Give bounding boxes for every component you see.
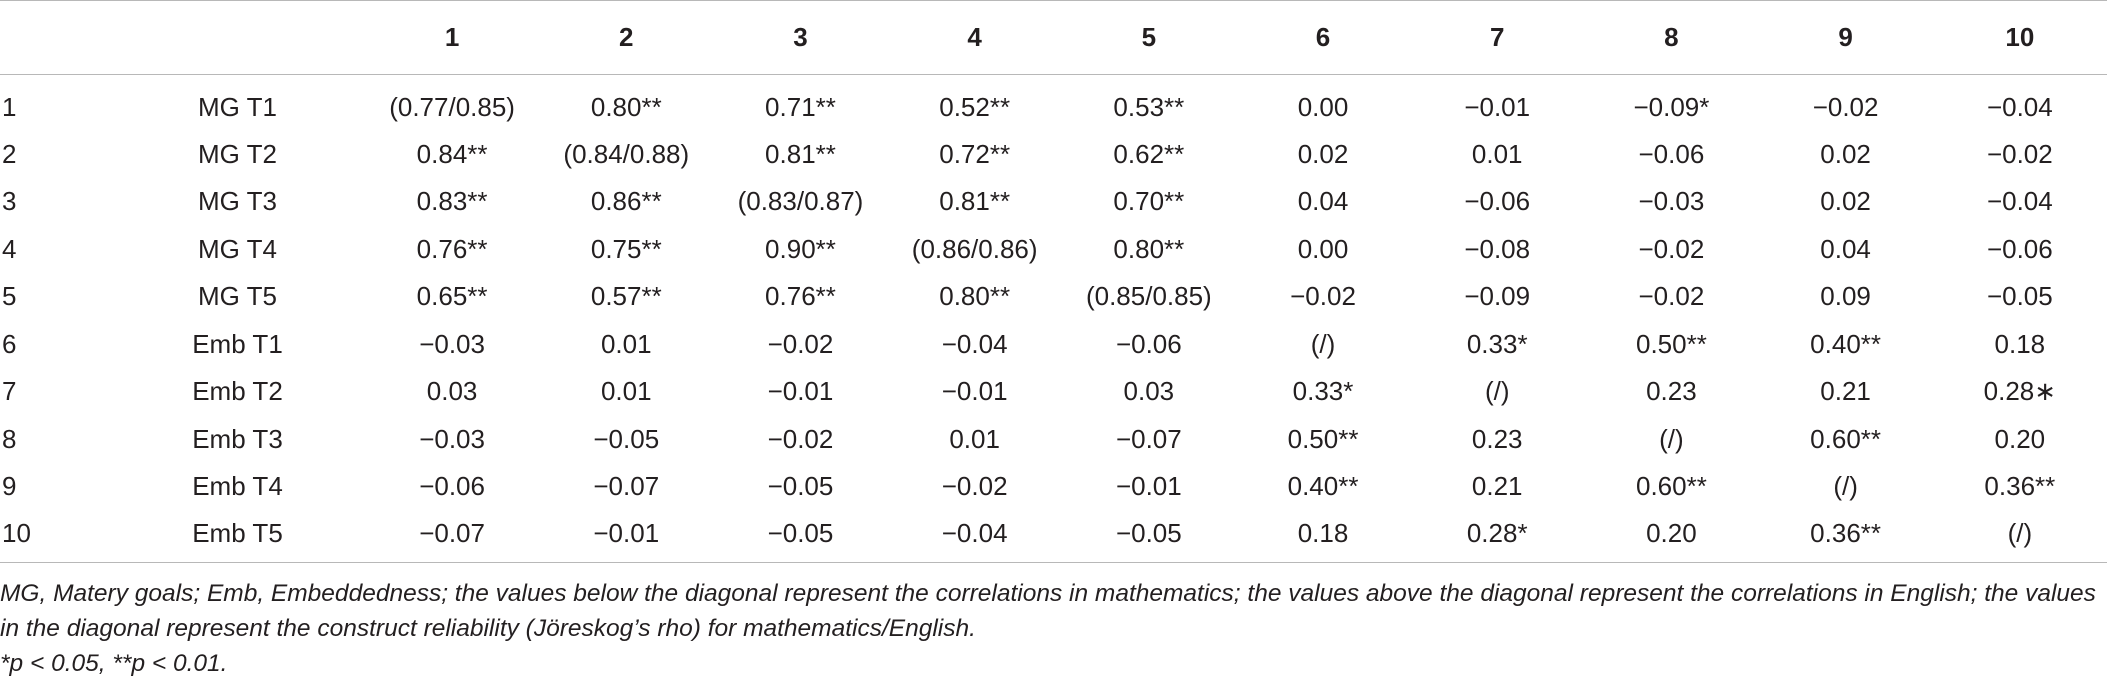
correlation-cell: (/)	[1659, 423, 1684, 454]
correlation-cell: 0.80**	[1113, 233, 1185, 264]
correlation-cell: −0.09*	[1633, 92, 1710, 123]
header-cell-1: 1	[365, 1, 539, 75]
footnote-abbreviations: MG, Matery goals; Emb, Embeddedness; the values below the diagonal represent the correlations in mathematics; the values above the diagonal represent the correlations in English; the values in the diagonal represent the construct reliability (Jöreskog’s rho) for mathematics/English.	[0, 580, 2096, 642]
correlation-cell: 0.02	[1820, 186, 1871, 217]
correlation-cell: −0.03	[419, 423, 485, 454]
correlation-cell: 0.60**	[1635, 471, 1707, 502]
correlation-cell: −0.03	[419, 328, 485, 359]
correlation-cell: −0.02	[1812, 92, 1879, 123]
correlation-cell: 0.01	[1471, 138, 1523, 169]
correlation-cell: 0.23	[1646, 376, 1697, 407]
correlation-cell: 0.80**	[939, 281, 1011, 312]
correlation-cell: −0.04	[1986, 92, 2053, 123]
correlation-cell: 0.65**	[416, 281, 488, 312]
row-variable: MG T5	[198, 281, 277, 312]
correlation-cell: 0.03	[426, 376, 478, 407]
row-index: 2	[2, 138, 17, 169]
correlation-cell: 0.28*	[1410, 511, 1584, 563]
correlation-cell: (0.84/0.88)	[563, 138, 690, 169]
row-variable: Emb T2	[192, 376, 283, 407]
table-footnotes	[0, 576, 2100, 681]
correlation-cell: −0.05	[713, 511, 887, 563]
correlation-cell: 0.33*	[1292, 376, 1354, 407]
correlation-cell: −0.06	[1464, 186, 1531, 217]
correlation-cell: −0.06	[1115, 328, 1182, 359]
correlation-cell: 0.57**	[590, 281, 662, 312]
correlation-cell: −0.02	[1290, 281, 1356, 312]
correlation-cell: −0.02	[941, 471, 1008, 502]
header-cell-6: 6	[1236, 1, 1410, 75]
row-index: 1	[2, 92, 17, 123]
correlation-cell: −0.07	[365, 511, 539, 563]
header-cell-blank	[0, 1, 110, 75]
correlation-cell: 0.00	[1297, 233, 1349, 264]
row-variable: Emb T3	[192, 423, 283, 454]
correlation-cell: −0.02	[1638, 233, 1705, 264]
correlation-cell: (/)	[1833, 471, 1858, 502]
correlation-cell: 0.18	[1236, 511, 1410, 563]
header-cell-10: 10	[1933, 1, 2107, 75]
correlation-cell: 0.76**	[416, 233, 488, 264]
correlation-cell: 0.03	[1123, 376, 1175, 407]
table-row	[0, 75, 2107, 131]
footnote-significance: *p < 0.05, **p < 0.01.	[0, 650, 228, 677]
correlation-cell: 0.01	[949, 423, 1000, 454]
correlation-cell: −0.01	[767, 376, 834, 407]
correlation-cell: (0.83/0.87)	[737, 186, 864, 217]
correlation-cell: −0.01	[941, 376, 1008, 407]
row-index: 5	[2, 281, 17, 312]
correlation-cell: 0.62**	[1113, 138, 1185, 169]
correlation-cell: 0.33*	[1466, 328, 1528, 359]
row-index: 7	[2, 376, 17, 407]
table-body	[0, 75, 2107, 563]
correlation-cell: −0.06	[419, 471, 485, 502]
correlation-cell: −0.04	[941, 328, 1008, 359]
table-row	[0, 416, 2107, 464]
header-cell-7: 7	[1410, 1, 1584, 75]
header-cell-5: 5	[1062, 1, 1236, 75]
header-cell-9: 9	[1759, 1, 1933, 75]
row-index: 9	[2, 471, 17, 502]
header-cell-blank	[110, 1, 365, 75]
row-index: 3	[2, 186, 17, 217]
correlation-cell: 0.81**	[939, 186, 1011, 217]
correlation-cell: −0.05	[1062, 511, 1236, 563]
correlation-cell: 0.23	[1471, 423, 1523, 454]
correlation-cell: (/)	[1484, 376, 1510, 407]
correlation-cell: 0.20	[1994, 423, 2046, 454]
correlation-cell: −0.01	[1115, 471, 1182, 502]
table-row	[0, 463, 2107, 511]
correlation-cell: 0.04	[1820, 233, 1871, 264]
correlation-cell: −0.05	[767, 471, 834, 502]
correlation-cell: 0.75**	[590, 233, 662, 264]
correlation-cell: 0.80**	[590, 92, 662, 123]
correlation-cell: 0.90**	[765, 233, 836, 264]
row-variable: MG T2	[198, 138, 277, 169]
correlation-cell: 0.50**	[1635, 328, 1707, 359]
row-index: 8	[2, 423, 17, 454]
header-cell-2: 2	[539, 1, 713, 75]
table-row	[0, 131, 2107, 179]
correlation-cell: −0.02	[1986, 138, 2053, 169]
correlation-cell: (0.86/0.86)	[911, 233, 1038, 264]
table-row	[0, 226, 2107, 274]
correlation-cell: −0.05	[1986, 281, 2053, 312]
table-row	[0, 273, 2107, 321]
header-cell-3: 3	[713, 1, 887, 75]
correlation-cell: 0.71**	[765, 92, 836, 123]
correlation-cell: −0.06	[1638, 138, 1705, 169]
correlation-cell: 0.28∗	[1983, 376, 2057, 407]
correlation-cell: −0.07	[1115, 423, 1182, 454]
header-cell-8: 8	[1584, 1, 1758, 75]
correlation-cell: (0.77/0.85)	[389, 92, 515, 123]
table-row	[0, 368, 2107, 416]
row-variable: Emb T1	[192, 328, 283, 359]
correlation-cell: 0.60**	[1810, 423, 1882, 454]
row-variable: MG T1	[198, 92, 277, 123]
correlation-cell: (/)	[1933, 511, 2107, 563]
correlation-cell: −0.02	[767, 423, 834, 454]
correlation-cell: −0.07	[593, 471, 660, 502]
row-variable: MG T3	[198, 186, 277, 217]
correlation-cell: 0.76**	[765, 281, 836, 312]
correlation-cell: 0.40**	[1287, 471, 1359, 502]
correlation-cell: −0.01	[539, 511, 713, 563]
header-cell-4: 4	[888, 1, 1062, 75]
correlation-cell: −0.04	[888, 511, 1062, 563]
correlation-cell: 0.01	[600, 328, 652, 359]
correlation-cell: 0.86**	[590, 186, 662, 217]
correlation-cell: 0.70**	[1113, 186, 1185, 217]
correlation-cell: (0.85/0.85)	[1085, 281, 1212, 312]
correlation-cell: 0.02	[1297, 138, 1349, 169]
row-variable: Emb T5	[110, 511, 365, 563]
table-row	[0, 178, 2107, 226]
correlation-cell: (/)	[1310, 328, 1336, 359]
correlation-cell: 0.40**	[1810, 328, 1882, 359]
correlation-cell: −0.08	[1464, 233, 1531, 264]
table-row	[0, 511, 2107, 563]
correlation-cell: 0.20	[1584, 511, 1758, 563]
correlation-cell: 0.09	[1820, 281, 1871, 312]
correlation-cell: 0.21	[1471, 471, 1523, 502]
correlation-cell: −0.03	[1638, 186, 1705, 217]
correlation-cell: 0.81**	[765, 138, 836, 169]
correlation-cell: 0.18	[1994, 328, 2046, 359]
correlation-cell: 0.72**	[939, 138, 1011, 169]
row-index: 6	[2, 328, 17, 359]
correlation-cell: 0.84**	[416, 138, 488, 169]
correlation-cell: 0.02	[1820, 138, 1871, 169]
row-variable: Emb T4	[192, 471, 283, 502]
correlation-cell: 0.52**	[939, 92, 1011, 123]
correlation-cell: −0.06	[1986, 233, 2053, 264]
correlation-cell: 0.36**	[1984, 471, 2056, 502]
correlation-cell: 0.21	[1820, 376, 1871, 407]
correlation-cell: 0.53**	[1113, 92, 1185, 123]
row-index: 4	[2, 233, 17, 264]
correlation-cell: 0.83**	[416, 186, 488, 217]
correlation-cell: 0.04	[1297, 186, 1349, 217]
correlation-cell: −0.02	[1638, 281, 1705, 312]
row-index: 10	[0, 511, 110, 563]
correlation-cell: −0.02	[767, 328, 834, 359]
correlation-cell: 0.50**	[1287, 423, 1359, 454]
correlation-cell: −0.09	[1464, 281, 1531, 312]
correlation-cell: −0.04	[1986, 186, 2053, 217]
table-row	[0, 321, 2107, 369]
correlation-cell: −0.05	[593, 423, 660, 454]
correlation-cell: 0.01	[600, 376, 652, 407]
correlation-cell: −0.01	[1464, 92, 1531, 123]
correlation-cell: 0.00	[1297, 92, 1349, 123]
row-variable: MG T4	[198, 233, 277, 264]
correlation-cell: 0.36**	[1759, 511, 1933, 563]
table-header-row	[0, 1, 2107, 75]
